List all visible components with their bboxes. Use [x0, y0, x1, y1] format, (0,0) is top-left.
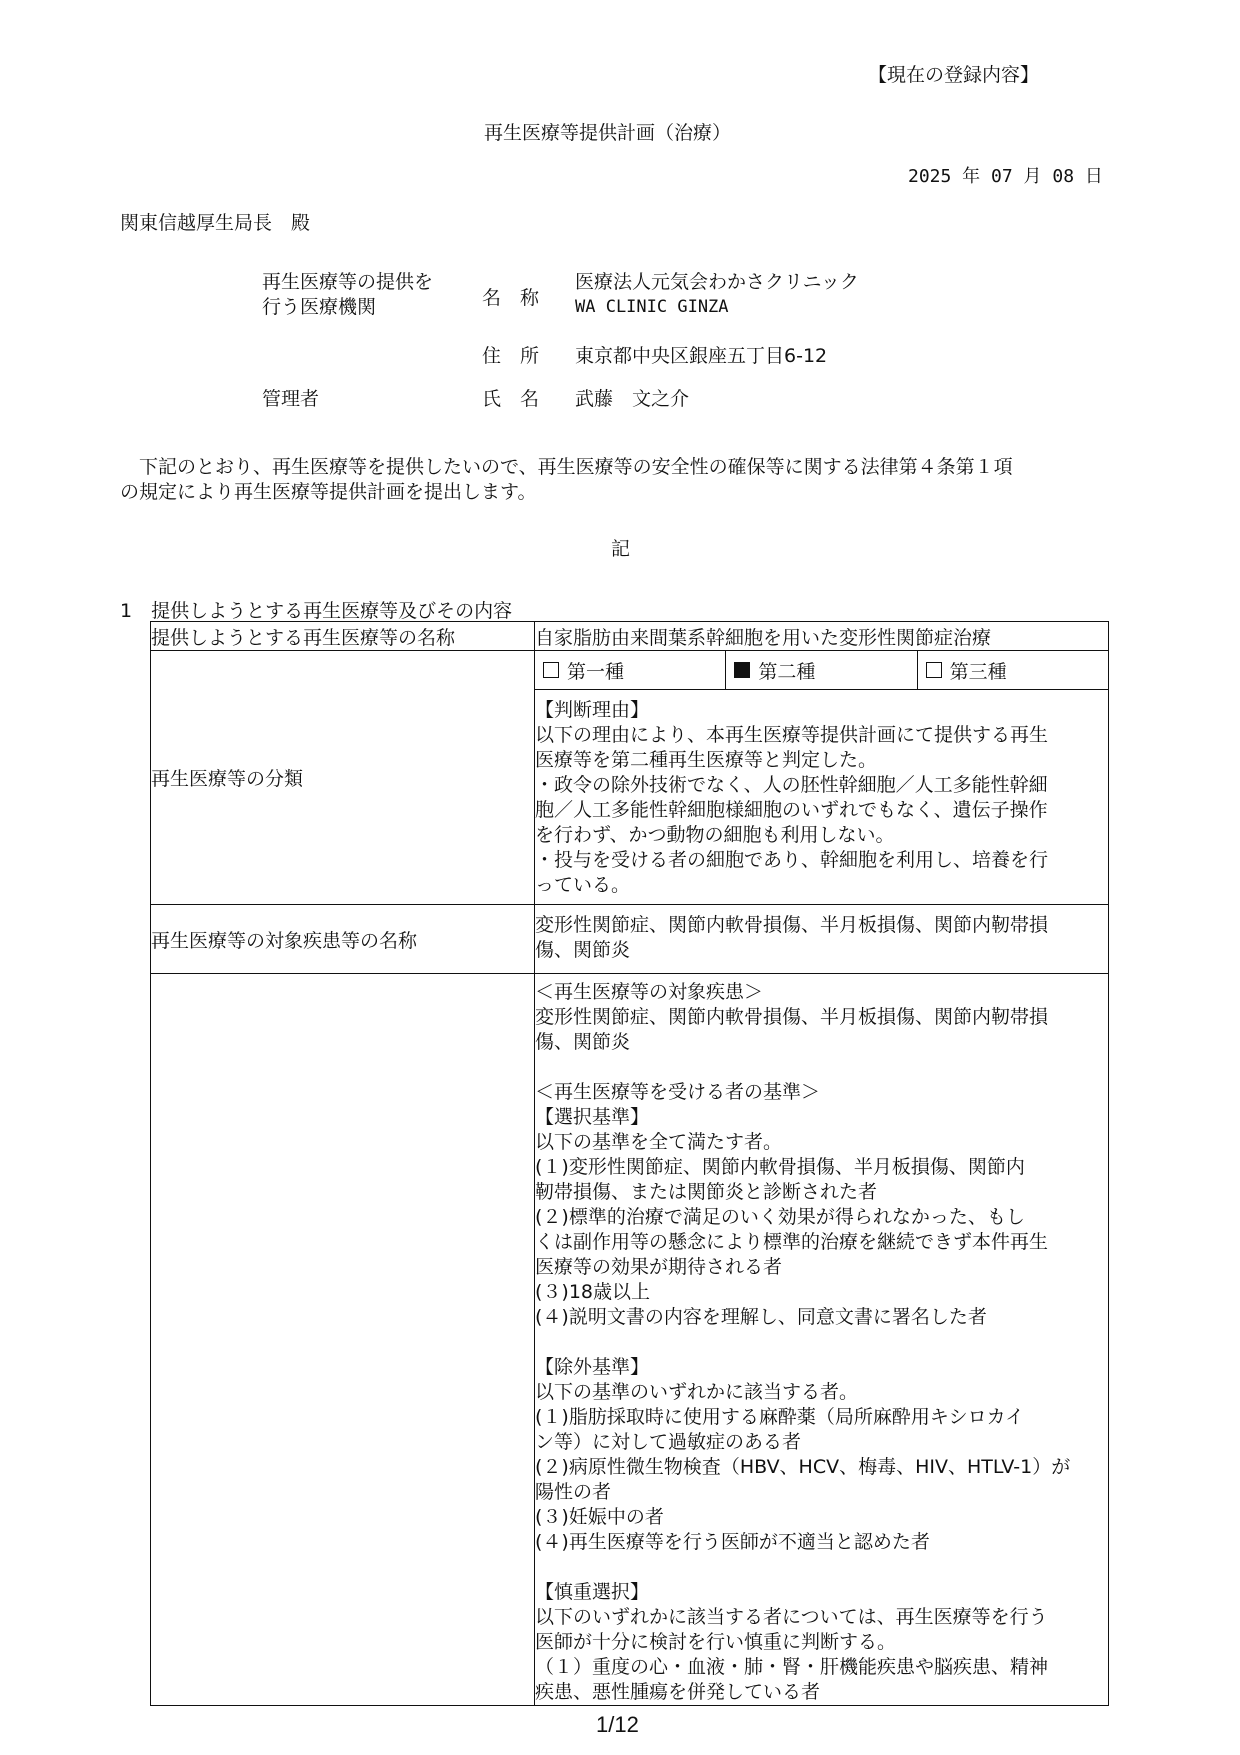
institution-name — [575, 270, 859, 320]
criteria-line: (１)脂肪採取時に使用する麻酔薬（局所麻酔用キシロカイ — [535, 1406, 1025, 1428]
disease-line: 変形性関節症、関節内軟骨損傷、半月板損傷、関節内靭帯損 — [535, 914, 1049, 936]
criteria-line: 以下のいずれかに該当する者については、再生医療等を行う — [535, 1606, 1048, 1628]
class-option-1[interactable] — [535, 651, 725, 689]
criteria-line: （１）重度の心・血液・肺・腎・肝機能疾患や脳疾患、精神 — [535, 1656, 1049, 1678]
institution-name-label: 名 称 — [482, 287, 540, 309]
table-row — [151, 974, 1109, 1706]
institution-label-line2: 行う医療機関 — [262, 296, 377, 318]
document-title: 再生医療等提供計画（治療） — [484, 122, 732, 144]
table-row — [151, 622, 1109, 651]
criteria-line: 【選択基準】 — [535, 1106, 650, 1128]
institution-label — [262, 270, 433, 320]
reason-line: 以下の理由により、本再生医療等提供計画にて提供する再生 — [535, 724, 1049, 746]
table-row — [151, 905, 1109, 974]
classification-options — [535, 651, 1108, 690]
classification-cell — [535, 651, 1109, 905]
intro-paragraph — [120, 455, 1013, 505]
disease-value — [535, 905, 1109, 974]
class-option-3[interactable] — [917, 651, 1108, 689]
reason-line: を行わず、かつ動物の細胞も利用しない。 — [535, 824, 895, 846]
reason-line: っている。 — [535, 874, 631, 896]
institution-name-line2: WA CLINIC GINZA — [575, 297, 729, 317]
criteria-line: (４)説明文書の内容を理解し、同意文書に署名した者 — [535, 1306, 987, 1328]
criteria-line: くは副作用等の懸念により標準的治療を継続できず本件再生 — [535, 1231, 1049, 1253]
criteria-line: 傷、関節炎 — [535, 1031, 631, 1053]
table-row — [151, 651, 1109, 905]
intro-line-2: の規定により再生医療等提供計画を提出します。 — [120, 481, 537, 503]
reason-line: 胞／人工多能性幹細胞様細胞のいずれでもなく、遺伝子操作 — [535, 799, 1048, 821]
submission-date: 2025 年 07 月 08 日 — [908, 166, 1103, 187]
manager-name: 武藤 文之介 — [575, 388, 690, 410]
criteria-line: 変形性関節症、関節内軟骨損傷、半月板損傷、関節内靭帯損 — [535, 1006, 1049, 1028]
intro-line-1: 下記のとおり、再生医療等を提供したいので、再生医療等の安全性の確保等に関する法律第４条第１項 — [120, 456, 1013, 478]
treatment-name-label: 提供しようとする再生医療等の名称 — [151, 622, 535, 651]
criteria-spacer — [535, 1330, 1108, 1355]
criteria-line: 【慎重選択】 — [535, 1581, 650, 1603]
criteria-line: 医療等の効果が期待される者 — [535, 1256, 783, 1278]
manager-label: 管理者 — [262, 388, 320, 410]
criteria-line: (２)標準的治療で満足のいく効果が得られなかった、もし — [535, 1206, 1025, 1228]
registration-status-tag: 【現在の登録内容】 — [868, 64, 1040, 86]
address-label: 住 所 — [482, 345, 540, 367]
reason-line: 医療等を第二種再生医療等と判定した。 — [535, 749, 878, 771]
criteria-spacer — [535, 1555, 1108, 1580]
criteria-line: (１)変形性関節症、関節内軟骨損傷、半月板損傷、関節内 — [535, 1156, 1025, 1178]
reason-line: ・政令の除外技術でなく、人の胚性幹細胞／人工多能性幹細 — [535, 774, 1048, 796]
addressee: 関東信越厚生局長 殿 — [120, 212, 311, 234]
criteria-spacer — [535, 1055, 1108, 1080]
criteria-line: 【除外基準】 — [535, 1356, 650, 1378]
class-option-label: 第三種 — [949, 660, 1007, 683]
criteria-line: ＜再生医療等の対象疾患＞ — [535, 981, 764, 1003]
manager-name-label: 氏 名 — [482, 388, 540, 410]
criteria-content — [535, 974, 1109, 1706]
institution-name-line1: 医療法人元気会わかさクリニック — [575, 271, 859, 293]
reason-line: 【判断理由】 — [535, 699, 650, 721]
checkbox-unchecked-icon[interactable] — [926, 662, 942, 678]
checkbox-unchecked-icon[interactable] — [543, 662, 559, 678]
criteria-label-cell — [151, 974, 535, 1706]
disease-label: 再生医療等の対象疾患等の名称 — [151, 905, 535, 974]
criteria-line: 陽性の者 — [535, 1481, 612, 1503]
criteria-line: 以下の基準を全て満たす者。 — [535, 1131, 783, 1153]
criteria-line: 医師が十分に検討を行い慎重に判断する。 — [535, 1631, 897, 1653]
ki-marker: 記 — [611, 538, 631, 560]
class-option-2[interactable] — [725, 651, 916, 689]
institution-label-line1: 再生医療等の提供を — [262, 271, 434, 293]
section-1-title: 1 提供しようとする再生医療等及びその内容 — [120, 600, 513, 622]
criteria-line: ン等）に対して過敏症のある者 — [535, 1431, 802, 1453]
reason-line: ・投与を受ける者の細胞であり、幹細胞を利用し、培養を行 — [535, 849, 1049, 871]
class-option-label: 第一種 — [567, 660, 625, 683]
criteria-line: (２)病原性微生物検査（HBV、HCV、梅毒、HIV、HTLV-1）が — [535, 1456, 1071, 1478]
criteria-line: 靭帯損傷、または関節炎と診断された者 — [535, 1181, 878, 1203]
criteria-line: ＜再生医療等を受ける者の基準＞ — [535, 1081, 821, 1103]
criteria-line: (４)再生医療等を行う医師が不適当と認めた者 — [535, 1531, 930, 1553]
classification-label: 再生医療等の分類 — [151, 651, 535, 905]
checkbox-checked-icon[interactable] — [734, 662, 750, 678]
criteria-line: 疾患、悪性腫瘍を併発している者 — [535, 1681, 821, 1703]
page-number: 1/12 — [596, 1712, 639, 1737]
criteria-line: (３)妊娠中の者 — [535, 1506, 664, 1528]
treatment-name-value: 自家脂肪由来間葉系幹細胞を用いた変形性関節症治療 — [535, 622, 1109, 651]
criteria-line: 以下の基準のいずれかに該当する者。 — [535, 1381, 859, 1403]
disease-line: 傷、関節炎 — [535, 939, 631, 961]
institution-address: 東京都中央区銀座五丁目6-12 — [575, 345, 828, 367]
classification-reason — [535, 690, 1108, 904]
class-option-label: 第二種 — [758, 660, 816, 683]
criteria-line: (３)18歳以上 — [535, 1281, 651, 1303]
plan-table — [150, 621, 1109, 1706]
